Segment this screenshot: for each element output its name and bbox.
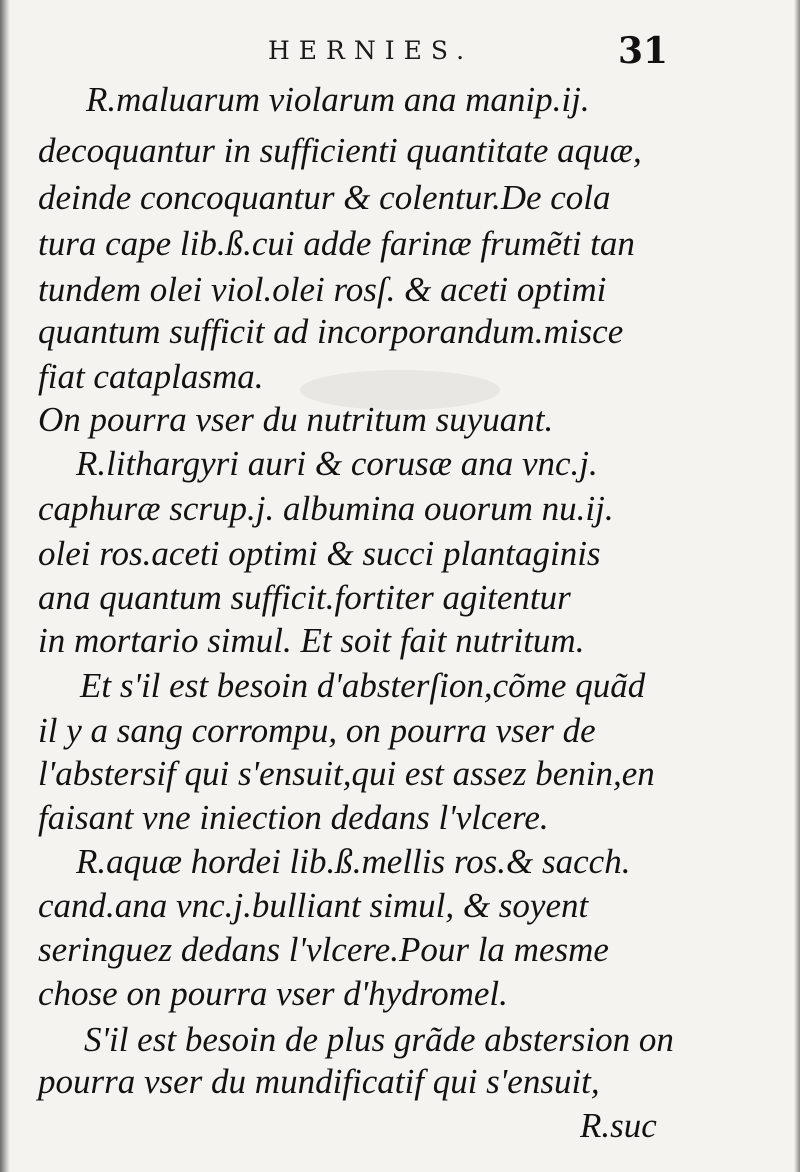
text-line: tura cape lib.ß.cui adde farinæ frumẽti tan	[38, 224, 635, 263]
running-title: HERNIES.	[268, 36, 474, 65]
text-line: fiat cataplasma.	[38, 357, 264, 396]
text-line: quantum sufficit ad incorporandum.misce	[38, 312, 624, 351]
running-head	[0, 30, 800, 70]
text-line: S'il est besoin de plus grãde abstersion on	[84, 1020, 674, 1059]
text-line: deinde concoquantur & colentur.De cola	[38, 178, 611, 217]
text-line: tundem olei viol.olei rosſ. & aceti optimi	[38, 270, 607, 309]
text-line: chose on pourra vser d'hydromel.	[38, 974, 508, 1013]
text-line: faisant vne iniection dedans l'vlcere.	[38, 798, 549, 837]
text-line: olei ros.aceti optimi & succi plantaginis	[38, 534, 601, 573]
text-line: pourra vser du mundificatif qui s'ensuit,	[38, 1062, 600, 1101]
text-line: cand.ana vnc.j.bulliant simul, & soyent	[38, 886, 589, 925]
text-line: seringuez dedans l'vlcere.Pour la mesme	[38, 930, 609, 969]
text-line: R.lithargyri auri & corusæ ana vnc.j.	[76, 444, 598, 483]
text-line: On pourra vser du nutritum suyuant.	[38, 400, 554, 439]
text-line: in mortario simul. Et soit fait nutritum.	[38, 621, 585, 660]
text-line: il y a sang corrompu, on pourra vser de	[38, 711, 596, 750]
text-line: R.maluarum violarum ana manip.ij.	[86, 80, 590, 119]
text-line: R.aquæ hordei lib.ß.mellis ros.& sacch.	[76, 842, 631, 881]
text-line: decoquantur in sufficienti quantitate aquæ,	[38, 131, 642, 170]
text-line: l'abstersif qui s'ensuit,qui est assez benin,en	[38, 754, 655, 793]
text-line: Et s'il est besoin d'absterſion,cõme quãd	[80, 666, 646, 705]
page-number: 31	[618, 30, 669, 72]
text-line: caphuræ scrup.j. albumina ouorum nu.ij.	[38, 489, 614, 528]
text-line: ana quantum sufficit.fortiter agitentur	[38, 578, 571, 617]
catchword: R.suc	[580, 1106, 657, 1145]
